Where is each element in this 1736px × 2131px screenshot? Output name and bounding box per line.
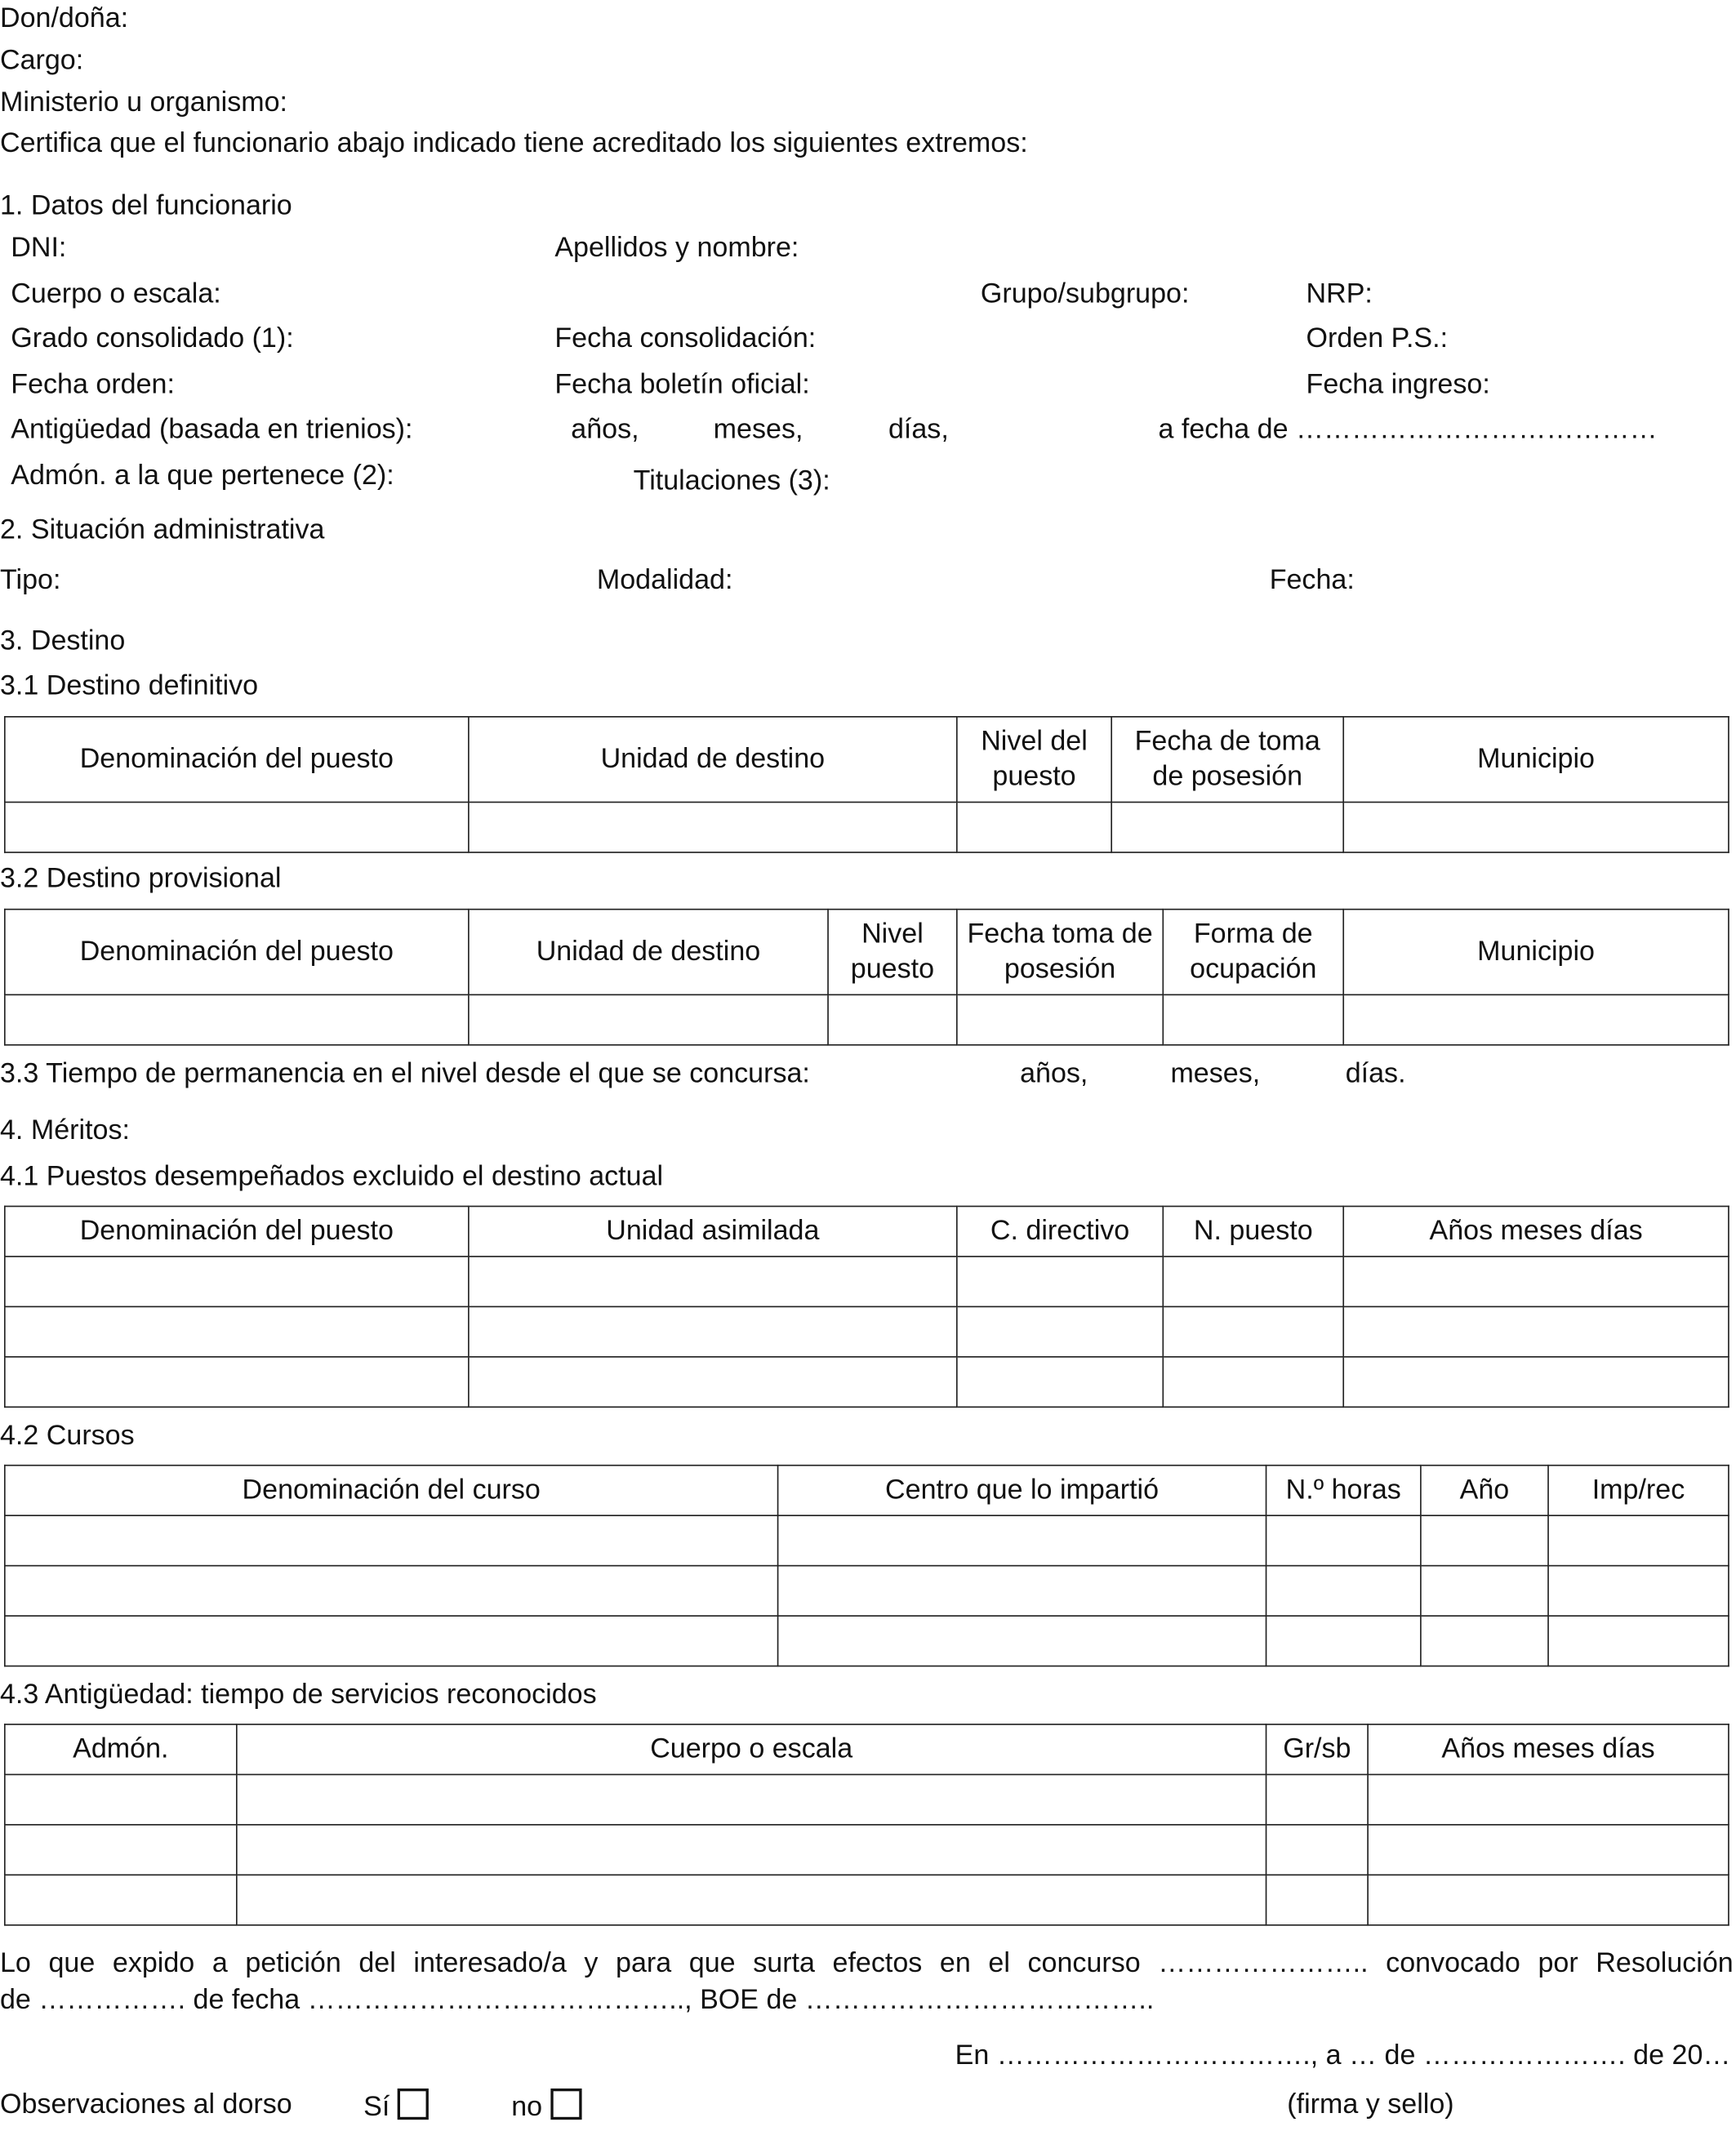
column-header: Fecha toma de posesión [957,910,1163,995]
table-cell[interactable] [5,1774,237,1824]
column-header: Denominación del puesto [5,717,469,803]
section-3-2-title: 3.2 Destino provisional [0,862,282,894]
antiguedad-meses: meses, [713,413,803,445]
permanencia-meses: meses, [1170,1057,1261,1089]
table-header-row [5,1724,1729,1774]
table-cell[interactable] [1343,1257,1729,1306]
no-label: no [511,2091,543,2123]
column-header: Denominación del puesto [5,1206,469,1256]
section-4-1-title: 4.1 Puestos desempeñados excluido el destino actual [0,1160,664,1193]
table-cell[interactable] [1163,1357,1343,1407]
table-row [5,1357,1729,1407]
section-4-3-title: 4.3 Antigüedad: tiempo de servicios reconocidos [0,1679,597,1711]
table-cell[interactable] [5,1566,778,1616]
column-header: Nivel del puesto [957,717,1111,803]
table-cell[interactable] [1266,1566,1421,1616]
antiguedad-label: Antigüedad (basada en trienios): [11,413,413,445]
table-cell[interactable] [1343,994,1729,1044]
don-label: Don/doña: [0,2,129,34]
table-cell[interactable] [5,1357,469,1407]
table-cell[interactable] [5,1306,469,1356]
apellidos-label: Apellidos y nombre: [554,232,799,264]
column-header: Denominación del puesto [5,910,469,995]
fecha-situacion-label: Fecha: [1269,563,1355,596]
table-row [5,1566,1729,1616]
grado-label: Grado consolidado (1): [11,323,294,354]
section-2-title: 2. Situación administrativa [0,514,325,545]
fecha-consolidacion-label: Fecha consolidación: [554,323,817,354]
table-cell[interactable] [1421,1515,1548,1565]
observaciones-label: Observaciones al dorso [0,2088,292,2120]
table-cell[interactable] [469,1357,957,1407]
table-header-row [5,1206,1729,1256]
table-header-row [5,717,1729,803]
column-header: Unidad asimilada [469,1206,957,1256]
column-header: Años meses días [1343,1206,1729,1256]
expido-text-line1: Lo que expido a petición del interesado/a y para que surta efectos en el concurso ………………….. convocado por Resolución [0,1947,1734,1979]
table-cell[interactable] [5,1825,237,1875]
table-cell[interactable] [1266,1875,1369,1924]
lugar-fecha: En ……………………………., a … de …………………. de 20… [955,2040,1731,2071]
table-row [5,994,1729,1044]
table-cell[interactable] [5,994,469,1044]
table-header-row [5,910,1729,995]
table-row [5,1774,1729,1824]
table-cell[interactable] [1343,1306,1729,1356]
column-header: Unidad de destino [469,910,828,995]
grupo-label: Grupo/subgrupo: [980,278,1190,309]
table-cell[interactable] [1548,1616,1729,1666]
column-header: Forma de ocupación [1163,910,1343,995]
antiguedad-dias: días, [888,413,949,445]
table-cell[interactable] [469,802,957,852]
observaciones-no[interactable] [511,2089,581,2124]
permanencia-dias: días. [1345,1057,1406,1089]
table-header-row [5,1466,1729,1515]
si-checkbox[interactable] [398,2089,429,2120]
table-row [5,1257,1729,1306]
expido-text-line2: de ……………. de fecha ………………………………….., BOE de ……………………………….. [0,1984,1155,2016]
firma-sello-label: (firma y sello) [1287,2088,1454,2120]
antiguedad-table [4,1724,1729,1925]
table-cell[interactable] [1421,1566,1548,1616]
cursos-table [4,1465,1729,1666]
column-header: C. directivo [957,1206,1163,1256]
table-cell[interactable] [1368,1825,1729,1875]
table-cell[interactable] [957,1357,1163,1407]
table-cell[interactable] [1163,994,1343,1044]
section-3-1-title: 3.1 Destino definitivo [0,670,259,701]
table-cell[interactable] [237,1774,1266,1824]
table-cell[interactable] [1163,1306,1343,1356]
table-row [5,802,1729,852]
table-cell[interactable] [5,1515,778,1565]
table-cell[interactable] [1368,1774,1729,1824]
table-cell[interactable] [778,1616,1266,1666]
column-header: N. puesto [1163,1206,1343,1256]
observaciones-si[interactable] [363,2089,429,2124]
column-header: Denominación del curso [5,1466,778,1515]
table-cell[interactable] [1266,1515,1421,1565]
dni-label: DNI: [11,232,67,264]
table-cell[interactable] [957,994,1163,1044]
puestos-table [4,1206,1729,1408]
table-cell[interactable] [1266,1774,1369,1824]
table-cell[interactable] [237,1875,1266,1924]
table-cell[interactable] [1548,1515,1729,1565]
admon-label: Admón. a la que pertenece (2): [11,460,394,492]
modalidad-label: Modalidad: [596,563,733,596]
table-cell[interactable] [1266,1616,1421,1666]
table-cell[interactable] [828,994,957,1044]
permanencia-label: 3.3 Tiempo de permanencia en el nivel desde el que se concursa: [0,1057,810,1089]
table-cell[interactable] [1163,1257,1343,1306]
table-cell[interactable] [957,1306,1163,1356]
table-cell[interactable] [957,1257,1163,1306]
fecha-ingreso-label: Fecha ingreso: [1306,368,1490,400]
section-4-2-title: 4.2 Cursos [0,1420,135,1452]
column-header: N.º horas [1266,1466,1421,1515]
certifica-text: Certifica que el funcionario abajo indicado tiene acreditado los siguientes extremos: [0,127,1028,159]
section-3-title: 3. Destino [0,625,126,656]
no-checkbox[interactable] [550,2089,581,2120]
table-cell[interactable] [237,1825,1266,1875]
column-header: Centro que lo impartió [778,1466,1266,1515]
column-header: Municipio [1343,910,1729,995]
si-label: Sí [363,2091,390,2123]
column-header: Admón. [5,1724,237,1774]
antiguedad-a-fecha: a fecha de ………………………………… [1158,413,1658,445]
table-cell[interactable] [5,802,469,852]
column-header: Fecha de toma de posesión [1111,717,1343,803]
titulaciones-label: Titulaciones (3): [633,465,830,496]
table-cell[interactable] [469,1306,957,1356]
table-cell[interactable] [778,1566,1266,1616]
column-header: Años meses días [1368,1724,1729,1774]
column-header: Unidad de destino [469,717,957,803]
column-header: Gr/sb [1266,1724,1369,1774]
tipo-label: Tipo: [0,563,61,596]
table-cell[interactable] [1111,802,1343,852]
table-cell[interactable] [1343,1357,1729,1407]
cargo-label: Cargo: [0,44,84,77]
ministerio-label: Ministerio u organismo: [0,87,288,118]
table-cell[interactable] [1421,1616,1548,1666]
table-cell[interactable] [469,1257,957,1306]
section-1-title: 1. Datos del funcionario [0,189,292,221]
table-cell[interactable] [1548,1566,1729,1616]
destino-definitivo-table [4,716,1729,853]
column-header: Imp/rec [1548,1466,1729,1515]
column-header: Municipio [1343,717,1729,803]
table-row [5,1875,1729,1924]
column-header: Nivel puesto [828,910,957,995]
column-header: Año [1421,1466,1548,1515]
table-cell[interactable] [469,994,828,1044]
table-cell[interactable] [1266,1825,1369,1875]
table-cell[interactable] [5,1875,237,1924]
table-cell[interactable] [1368,1875,1729,1924]
table-cell[interactable] [1343,802,1729,852]
antiguedad-anos: años, [571,413,639,445]
orden-ps-label: Orden P.S.: [1306,323,1449,354]
table-row [5,1825,1729,1875]
nrp-label: NRP: [1306,278,1373,309]
table-cell[interactable] [5,1257,469,1306]
fecha-orden-label: Fecha orden: [11,368,175,400]
table-row [5,1616,1729,1666]
table-cell[interactable] [5,1616,778,1666]
table-cell[interactable] [957,802,1111,852]
table-row [5,1306,1729,1356]
table-row [5,1515,1729,1565]
destino-provisional-table [4,909,1729,1046]
section-4-title: 4. Méritos: [0,1114,130,1146]
fecha-boletin-label: Fecha boletín oficial: [554,368,810,400]
column-header: Cuerpo o escala [237,1724,1266,1774]
cuerpo-label: Cuerpo o escala: [11,278,221,309]
table-cell[interactable] [778,1515,1266,1565]
permanencia-anos: años, [1020,1057,1088,1089]
